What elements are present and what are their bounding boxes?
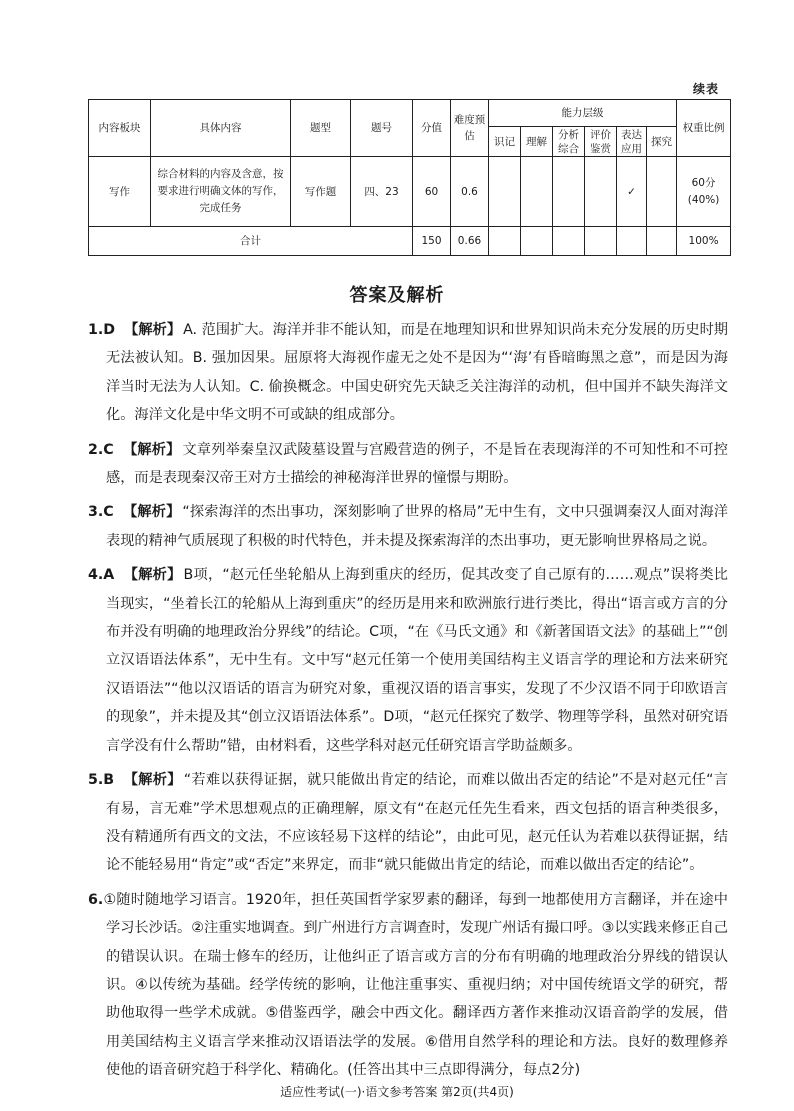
- answer-choice: C: [103, 441, 114, 458]
- row-ability-evaluate: [585, 157, 617, 227]
- row-ability-memorize: [489, 157, 521, 227]
- header-ability-analyze: 分析综合: [553, 127, 585, 157]
- answer-item-3: [88, 498, 728, 555]
- row-ability-analyze: [553, 157, 585, 227]
- answer-text: B项，“赵元任坐轮船从上海到重庆的经历，促其改变了自己原有的……观点”误将类比当现实，“坐着长江的轮船从上海到重庆”的经历是用来和欧洲旅行进行类比，得出“语言或方言的分布并没有明确的地理政治分界线”的结论。C项，“在《马氏文通》和《新著国语文法》的基础上”“创立汉语语法体系”，无中生有。文中写“赵元任第一个使用美国结构主义语言学的理论和方法来研究汉语语法”“他以汉语话的语言为研究对象，重视汉语的语言事实，发现了不少汉语不同于印欧语言的现象”，并未提及其“创立汉语语法体系”。D项，“赵元任探究了数学、物理等学科，虽然对研究语言学没有什么帮助”错，由材料看，这些学科对赵元任研究语言学助益颇多。: [106, 567, 729, 754]
- header-weight: 权重比例: [677, 100, 731, 157]
- total-weight: 100%: [677, 227, 731, 256]
- section-title: 答案及解析: [349, 285, 445, 306]
- answer-item-2: [88, 436, 728, 493]
- row-ability-express-check: ✓: [617, 157, 647, 227]
- question-number: 6.: [88, 891, 104, 908]
- question-number: 3.: [88, 504, 104, 521]
- row-content-block: 写作: [89, 157, 151, 227]
- answer-item-6: [88, 886, 728, 1085]
- analysis-tag: 【解析】: [123, 567, 182, 584]
- row-ability-understand: [521, 157, 553, 227]
- answer-text: “探索海洋的杰出事功，深刻影响了世界的格局”无中生有，文中只强调秦汉人面对海洋表现的精神气质展现了积极的时代特色，并未提及探索海洋的杰出事功，更无影响世界格局之说。: [106, 504, 728, 549]
- row-question-number: 四、23: [351, 157, 413, 227]
- row-difficulty: 0.6: [451, 157, 489, 227]
- header-specific-content: 具体内容: [151, 100, 291, 157]
- answers-list: [88, 316, 728, 1091]
- answer-item-5: [88, 766, 728, 880]
- total-score: 150: [413, 227, 451, 256]
- answer-text: A. 范围扩大。海洋并非不能认知，而是在地理知识和世界知识尚未充分发展的历史时期无法被认知。B. 强加因果。屈原将大海视作虚无之处不是因为“‘海’有昏暗晦黑之意”，而是因为海洋当时无法为人认知。C. 偷换概念。中国史研究先天缺乏关注海洋的动机，但中国并不缺失海洋文化。海洋文化是中华文明不可或缺的组成部分。: [106, 322, 728, 424]
- analysis-tag: 【解析】: [123, 504, 181, 521]
- header-ability-memorize: 识记: [489, 127, 521, 157]
- answer-item-4: [88, 561, 728, 760]
- header-content-block: 内容板块: [89, 100, 151, 157]
- question-number: 1.: [88, 322, 104, 338]
- total-difficulty: 0.66: [451, 227, 489, 256]
- continued-label: 续表: [692, 82, 719, 96]
- row-question-type: 写作题: [291, 157, 351, 227]
- analysis-tag: 【解析】: [123, 441, 181, 458]
- answer-text: ①随时随地学习语言。1920年，担任英国哲学家罗素的翻译，每到一地都使用方言翻译，并在途中学习长沙话。②注重实地调查。到广州进行方言调查时，发现广州话有撮口呼。③以实践来修正自己的错误认识。在瑞士修车的经历，让他纠正了语言或方言的分布有明确的地理政治分界线的错误认识。④以传统为基础。经学传统的影响，让他注重事实、重视归纳；对中国传统语文学的研究，帮助他取得一些学术成就。⑤借鉴西学，融会中西文化。翻译西方著作来推动汉语音韵学的发展，借用美国结构主义语言学来推动汉语语法学的发展。⑥借用自然学科的理论和方法。良好的数理修养使他的语音研究趋于科学化、精确化。(任答出其中三点即得满分，每点2分): [103, 891, 728, 1079]
- row-score: 60: [413, 157, 451, 227]
- answer-choice: D: [103, 322, 116, 338]
- question-number: 4.: [88, 567, 104, 584]
- header-ability-explore: 探究: [647, 127, 677, 157]
- answer-choice: B: [103, 772, 115, 789]
- analysis-tag: 【解析】: [124, 322, 182, 338]
- answer-text: 文章列举秦皇汉武陵墓设置与宫殿营造的例子，不是旨在表现海洋的不可知性和不可控感，而是表现秦汉帝王对方士描绘的神秘海洋世界的憧憬与期盼。: [106, 441, 728, 487]
- answer-item-1: [88, 316, 728, 430]
- header-question-number: 题号: [351, 100, 413, 157]
- page-footer: 适应性考试(一)·语文参考答案 第2页(共4页): [280, 1085, 514, 1099]
- header-ability-understand: 理解: [521, 127, 553, 157]
- answer-text: “若难以获得证据，就只能做出肯定的结论，而难以做出否定的结论”不是对赵元任“言有易，言无难”学术思想观点的正确理解，原文有“在赵元任先生看来，西文包括的语言种类很多，没有精通所有西文的文法，不应该轻易下这样的结论”，由此可见，赵元任认为若难以获得证据，结论不能轻易用“肯定”或“否定”来界定，而非“就只能做出肯定的结论，而难以做出否定的结论”。: [106, 772, 728, 874]
- row-weight: 60分(40%): [677, 157, 731, 227]
- row-ability-explore: [647, 157, 677, 227]
- question-number: 2.: [88, 441, 104, 458]
- answer-choice: C: [103, 504, 114, 521]
- analysis-tag: 【解析】: [123, 772, 182, 789]
- header-ability-level: 能力层级: [489, 100, 677, 127]
- header-ability-express: 表达应用: [617, 127, 647, 157]
- header-ability-evaluate: 评价鉴赏: [585, 127, 617, 157]
- question-number: 5.: [88, 772, 104, 789]
- header-score: 分值: [413, 100, 451, 157]
- header-question-type: 题型: [291, 100, 351, 157]
- total-label: 合计: [89, 227, 413, 256]
- header-difficulty: 难度预估: [451, 100, 489, 157]
- score-distribution-table: [88, 99, 731, 256]
- answer-choice: A: [103, 567, 115, 584]
- row-specific-content: 综合材料的内容及含意，按要求进行明确文体的写作，完成任务: [151, 157, 291, 227]
